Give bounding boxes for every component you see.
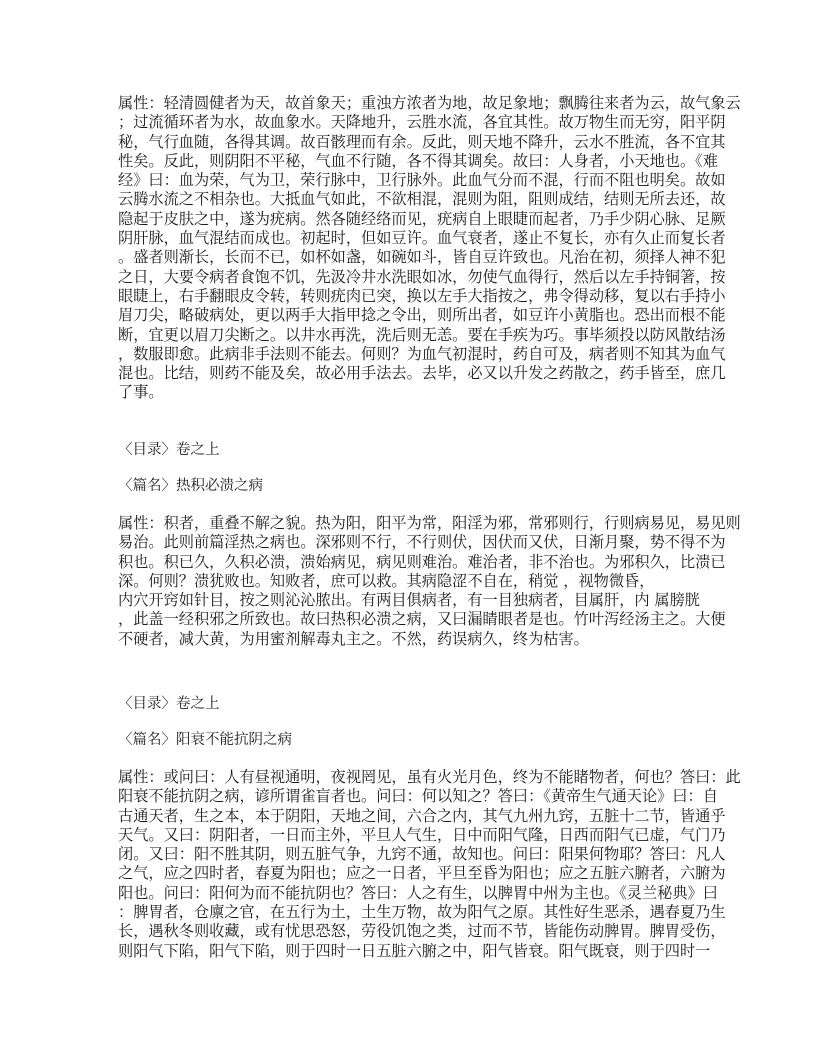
text-line: 隐起于皮肤之中，遂为疣病。然各随经络而见，疣病自上眼睫而起者，乃手少阴心脉、足厥 — [118, 209, 726, 228]
paragraph-heat-accumulation — [118, 514, 741, 649]
chapter-title: 〈篇名〉热积必溃之病 — [118, 478, 263, 494]
text-line: 长，遇秋冬则收藏，或有忧思恐怒，劳役饥饱之类，过而不节，皆能伤动脾胃。脾胃受伤， — [118, 922, 726, 941]
chapter-title: 〈篇名〉阳衰不能抗阴之病 — [118, 732, 292, 748]
text-line: 不硬者，减大黄，为用蜜剂解毒丸主之。不然，药误病久，终为枯害。 — [118, 629, 589, 648]
text-line: 眼睫上，右手翻眼皮令转，转则疣肉已突，换以左手大指按之，弗令得动移，复以右手持小 — [118, 286, 726, 305]
text-line: 眉刀尖，略破病处，更以两手大指甲捻之令出，则所出者，如豆许小黄脂也。恐出而根不能 — [118, 306, 726, 325]
text-line: 闭。又曰：阳不胜其阴，则五脏气争，九窍不通，故知也。问曰：阳果何物耶？答曰：凡人 — [118, 845, 726, 864]
text-line: ；过流循环者为水，故血象水。天降地升，云胜水流，各宜其性。故万物生而无穷，阳平阴 — [118, 113, 726, 132]
text-line: ：脾胃者，仓廪之官，在五行为土，土生万物，故为阳气之原。其性好生恶杀，遇春夏乃生 — [118, 903, 726, 922]
catalog-heading: 〈目录〉卷之上 — [118, 442, 220, 458]
text-line: 天气。又曰：阴阳者，一日而主外，平旦人气生，日中而阳气隆，日西而阳气已虚，气门乃 — [118, 825, 726, 844]
text-line: 深。何则？溃犹败也。知败者，庶可以救。其病隐涩不自在，稍觉 ，视物微昏， — [118, 571, 655, 590]
text-line: 经》曰：血为荣，气为卫，荣行脉中，卫行脉外。此血气分而不混，行而不阻也明矣。故如 — [118, 171, 726, 190]
text-line: 之日，大要令病者食饱不饥，先汲冷井水洗眼如冰，勿使气血得行，然后以左手持铜箸，按 — [118, 267, 726, 286]
text-line: 。盛者则渐长，长而不已，如杯如盏，如碗如斗，皆自豆许致也。凡治在初，须择人神不犯 — [118, 248, 726, 267]
text-line: 则阳气下陷，阳气下陷，则于四时一日五脏六腑之中，阳气皆衰。阳气既衰，则于四时一 — [118, 941, 711, 960]
text-line: 古通天者，生之本，本于阴阳，天地之间，六合之内，其气九州九窍，五脏十二节，皆通乎 — [118, 806, 726, 825]
text-line: 内穴开窍如针目，按之则沁沁脓出。有两目俱病者，有一目独病者，目属肝，内 属膀胱 — [118, 591, 700, 610]
text-line: 阳衰不能抗阴之病，谚所谓雀盲者也。问曰：何以知之？答曰：《黄帝生气通天论》曰：自 — [118, 787, 718, 806]
text-line: ，数服即愈。此病非手法则不能去。何则？为血气初混时，药自可及，病者则不知其为血气 — [118, 344, 726, 363]
text-line: 云腾水流之不相杂也。大抵血气如此，不欲相混，混则为阻，阻则成结，结则无所去还，故 — [118, 190, 726, 209]
text-line: ，此盖一经积邪之所致也。故曰热积必溃之病，又曰漏睛眼者是也。竹叶泻经汤主之。大便 — [118, 610, 726, 629]
text-line: 之气，应之四时者，春夏为阳也；应之一日者，平旦至昏为阳也；应之五脏六腑者，六腑为 — [118, 864, 726, 883]
text-line: 阳也。问曰：阳何为而不能抗阴也？答曰：人之有生，以脾胃中州为主也。《灵兰秘典》曰 — [118, 883, 718, 902]
paragraph-yang-decline — [118, 768, 741, 961]
text-line: 积也。积已久，久积必溃，溃始病见，病见则难治。难治者，非不治也。为邪积久，比溃已 — [118, 552, 726, 571]
text-line: 秘，气行血随，各得其调。故百骸理而有余。反此，则天地不降升，云水不胜流，各不宜其 — [118, 132, 726, 151]
text-line: 混也。比结，则药不能及矣，故必用手法去。去毕，必又以升发之药散之，药手皆至，庶几 — [118, 364, 726, 383]
catalog-heading: 〈目录〉卷之上 — [118, 696, 220, 712]
text-line: 断，宜更以眉刀尖断之。以井水再洗，洗后则无恙。要在手疾为巧。事毕须投以防风散结汤 — [118, 325, 726, 344]
paragraph-intro — [118, 94, 741, 403]
text-line: 属性：轻清圆健者为天，故首象天；重浊方浓者为地，故足象地；飘腾往来者为云，故气象云 — [118, 94, 741, 112]
text-line: 属性：积者，重叠不解之貌。热为阳，阳平为常，阳淫为邪，常邪则行，行则病易见，易见则 — [118, 514, 741, 532]
text-line: 易治。此则前篇淫热之病也。深邪则不行，不行则伏，因伏而又伏，日渐月聚，势不得不为 — [118, 533, 726, 552]
text-line: 阴肝脉，血气混结而成也。初起时，但如豆许。血气衰者，遂止不复长，亦有久止而复长者 — [118, 229, 726, 248]
text-line: 性矣。反此，则阴阳不平秘，气血不行随，各不得其调矣。故曰：人身者，小天地也。《难 — [118, 151, 718, 170]
text-line: 属性：或问曰：人有昼视通明，夜视罔见，虽有火光月色，终为不能睹物者，何也？答曰：此 — [118, 768, 741, 786]
text-line: 了事。 — [118, 383, 164, 402]
